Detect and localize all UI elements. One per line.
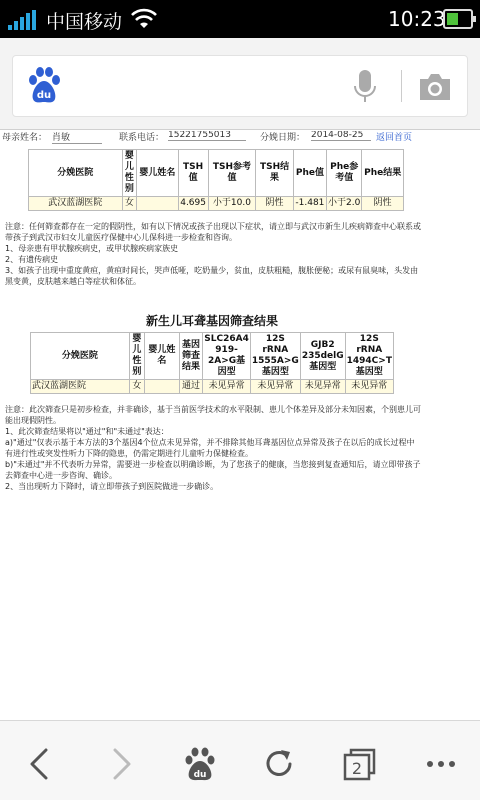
search-box[interactable] [12,55,468,117]
browser-header [0,38,480,130]
microphone-icon[interactable] [353,70,377,104]
tab-count: 2 [351,759,363,778]
table-cell: -1.481 [293,197,326,211]
phone-value: 15221755013 [168,131,246,141]
status-time: 10:23 [388,7,446,31]
mother-value: 肖敏 [52,131,102,144]
table-cell: 未见异常 [300,380,345,394]
table-cell: 通过 [179,380,202,394]
table-cell: 女 [129,380,144,394]
table-row [31,380,394,394]
baidu-home-text: du [193,770,207,780]
hearing-section-title: 新生儿耳聋基因筛查结果 [145,314,278,328]
mother-label: 母亲姓名： [2,133,48,143]
battery-icon [443,9,473,29]
date-value: 2014-08-25 [311,131,371,141]
note-line: 注意：此次筛查只是初步检查，并非确诊，基于当前医学技术的水平限制、患儿个体差异及部分未知因素，个别患儿可能出现假阴性。 [5,405,421,425]
divider [401,70,402,102]
date-label: 分娩日期： [260,133,306,143]
metabolic-screening-table [28,149,404,211]
table-cell [144,380,179,394]
table-header: 分娩医院 [29,150,123,197]
table-cell: 未见异常 [203,380,251,394]
table-header: 分娩医院 [31,333,130,380]
tabs-icon[interactable] [341,747,377,781]
carrier-name: 中国移动 [46,11,123,33]
table-header-row [29,150,404,197]
note-line: 3、如孩子出现中重度黄疸，黄疸时间长，哭声低哑，吃奶量少，贫血，皮肤粗糙，腹胀便秘；或尿有鼠臭味，头发由黑变黄，皮肤越来越白等症状和体征。 [5,266,419,286]
table-cell: 武汉蓝湖医院 [29,197,123,211]
note-line: 1、母亲患有甲状腺疾病史，或甲状腺疾病家族史 [5,244,179,253]
table-cell: 阴性 [362,197,404,211]
wifi-icon [130,8,158,30]
baidu-logo-icon [27,65,61,105]
web-content[interactable] [0,131,480,720]
note-line: a)"通过"仅表示基于本方法的3个基因4个位点未见异常，并不排除其他耳聋基因位点异常及孩子在以后的成长过程中有进行性或突发性听力下降的隐患，仍需定期进行儿童听力保健检查。 [5,438,415,458]
hearing-gene-table [30,332,394,394]
table-header-row [31,333,394,380]
table-header: SLC26A4 919-2A>G基因型 [203,333,251,380]
table-header: TSH结果 [256,150,293,197]
baidu-home-icon[interactable] [182,747,218,781]
table-cell: 未见异常 [345,380,393,394]
table-header: GJB2 235delG基因型 [300,333,345,380]
table-header: 婴儿性别 [129,333,144,380]
signal-icon [8,10,38,30]
status-bar [0,0,480,38]
table-header: 婴儿姓名 [137,150,179,197]
table-header: 婴儿性别 [122,150,137,197]
note-line: 2、当出现听力下降时，请立即带孩子到医院做进一步确诊。 [5,482,219,491]
table-header: TSH值 [178,150,208,197]
note-line: 1、此次筛查结果将以"通过"和"未通过"表达： [5,427,169,436]
table-header: 基因筛查结果 [179,333,202,380]
hearing-notes [5,404,421,492]
table-header: 婴儿姓名 [144,333,179,380]
home-link[interactable]: 返回首页 [376,133,413,143]
table-cell: 女 [122,197,137,211]
forward-arrow-icon[interactable] [103,747,139,781]
baidu-logo-text: du [36,90,52,101]
table-cell: 武汉蓝湖医院 [31,380,130,394]
screening-notes [5,221,421,287]
table-header: 12S rRNA 1555A>G基因型 [250,333,300,380]
phone-label: 联系电话： [119,133,165,143]
table-header: 12S rRNA 1494C>T基因型 [345,333,393,380]
camera-icon[interactable] [418,72,452,102]
table-header: Phe值 [293,150,326,197]
table-row [29,197,404,211]
table-header: Phe参考值 [327,150,362,197]
note-line: b)"未通过"并不代表听力异常，需要进一步检查以明确诊断，为了您孩子的健康，当您接到复查通知后，请立即带孩子去筛查中心进一步咨询、确诊。 [5,460,421,480]
refresh-icon[interactable] [262,747,298,781]
note-line: 注意：任何筛查都存在一定的假阴性，如有以下情况或孩子出现以下症状，请立即与武汉市新生儿疾病筛查中心联系或带孩子到武汉市妇女儿童医疗保健中心儿保科进一步检查和咨询。 [5,222,421,242]
table-cell: 小于2.0 [327,197,362,211]
bottom-nav-bar [0,720,480,800]
note-line: 2、有遗传病史 [5,255,59,264]
more-menu-icon[interactable] [423,747,459,781]
table-header: Phe结果 [362,150,404,197]
table-header: TSH参考值 [208,150,256,197]
back-arrow-icon[interactable] [22,747,58,781]
table-cell: 4.695 [178,197,208,211]
table-cell: 阴性 [256,197,293,211]
table-cell: 小于10.0 [208,197,256,211]
table-cell [137,197,179,211]
table-cell: 未见异常 [250,380,300,394]
